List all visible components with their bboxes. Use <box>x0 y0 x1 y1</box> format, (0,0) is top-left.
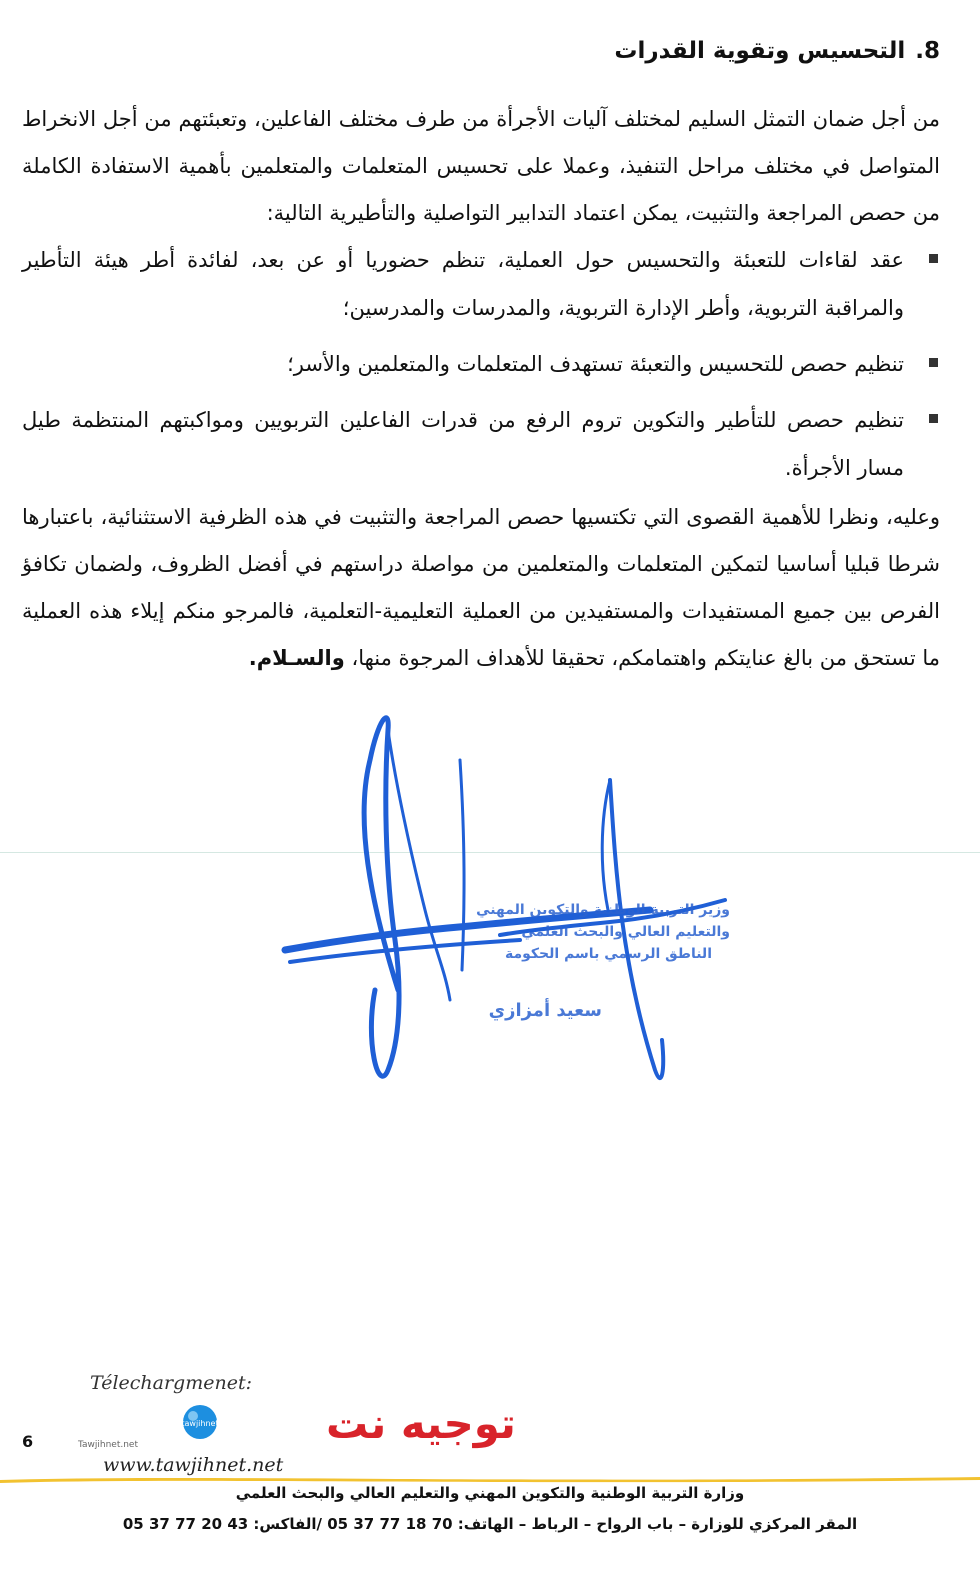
stamp-line: والتعليم العالي والبحث العلمي <box>521 924 730 940</box>
footer-ministry: وزارة التربية الوطنية والتكوين المهني والتعليم العالي والبحث العلمي <box>235 1484 745 1502</box>
stamp-line: وزير التربية الوطنية والتكوين المهني <box>476 902 730 918</box>
closing-paragraph <box>22 494 940 682</box>
svg-text:tawjihnet: tawjihnet <box>181 1419 219 1428</box>
list-item-text: تنظيم حصص للتأطير والتكوين تروم الرفع من قدرات الفاعلين التربويين ومواكبتهم المنتظمة طيل مسار الأجرأة. <box>22 408 904 480</box>
closing-text: وعليه، ونظرا للأهمية القصوى التي تكتسيها حصص المراجعة والتثبيت في هذه الظرفية الاستثنائية، باعتبارها شرطا قبليا أساسيا لتمكين المتعلمات والمتعلمين من مواصلة دراستهم في أفضل الظروف، ولضمان تكافؤ الفرص بين جميع المستفيدات والمستفيدين من العملية التعليمية-التعلمية، فالمرجو منكم إيلاء هذه العملية ما تستحق من بالغ عنايتكم واهتمامكم، تحقيقا للأهداف المرجوة منها، <box>22 505 940 670</box>
section-number: 8. <box>915 38 940 64</box>
signature-image <box>270 700 740 1100</box>
bullet-square-icon <box>929 254 938 263</box>
bullet-square-icon <box>929 414 938 423</box>
page-number: 6 <box>22 1432 34 1451</box>
watermark-url: www.tawjihnet.net <box>103 1454 284 1476</box>
list-item <box>22 340 940 388</box>
list-item <box>22 236 940 332</box>
watermark-small-text: Tawjihnet.net <box>78 1440 138 1450</box>
list-item-text: تنظيم حصص للتحسيس والتعبئة تستهدف المتعلمات والمتعلمين والأسر؛ <box>287 352 904 376</box>
watermark-label: Télechargmenet: <box>90 1372 252 1394</box>
salutation: والسـلام. <box>248 646 345 670</box>
section-heading <box>614 38 940 64</box>
stamp-name: سعيد أمزازي <box>488 1000 602 1021</box>
stamp-line: الناطق الرسمي باسم الحكومة <box>504 946 712 962</box>
list-item-text: عقد لقاءات للتعبئة والتحسيس حول العملية، تنظم حضوريا أو عن بعد، لفائدة أطر هيئة التأطير والمراقبة التربوية، وأطر الإدارة التربوية، والمدرسات والمدرسين؛ <box>22 248 904 320</box>
measures-list <box>22 236 940 492</box>
list-item <box>22 396 940 492</box>
bullet-square-icon <box>929 358 938 367</box>
section-title: التحسيس وتقوية القدرات <box>614 38 906 64</box>
svg-text:توجيه نت: توجيه نت <box>326 1399 516 1448</box>
intro-paragraph: من أجل ضمان التمثل السليم لمختلف آليات الأجرأة من طرف مختلف الفاعلين، وتعبئتهم من أجل الانخراط المتواصل في مختلف مراحل التنفيذ، وعملا على تحسيس المتعلمات والمتعلمين بأهمية الاستفادة الكاملة من حصص المراجعة والتثبيت، يمكن اعتماد التدابير التواصلية والتأطيرية التالية: <box>22 107 940 225</box>
footer-address: المقر المركزي للوزارة – باب الرواح – الرباط – الهاتف: 70 18 77 37 05 /الفاكس: 43 20 77 37 05 <box>122 1515 858 1533</box>
footer-band <box>0 1474 980 1484</box>
